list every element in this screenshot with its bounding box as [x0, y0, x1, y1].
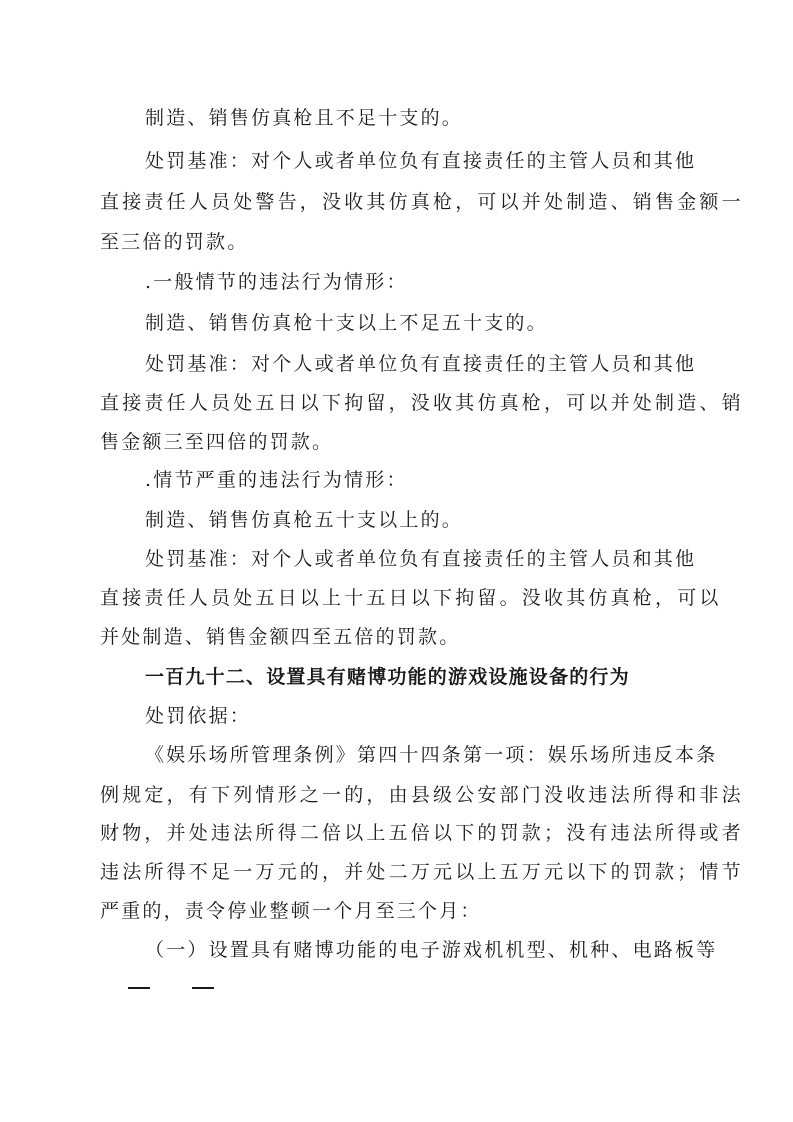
text-line: 并处制造、销售金额四至五倍的罚款。 [100, 626, 461, 648]
text-line: 制造、销售仿真枪且不足十支的。 [145, 107, 464, 129]
text-line: 财物，并处违法所得二倍以上五倍以下的罚款；没有违法所得或者 [100, 822, 744, 844]
text-line: 处罚依据： [145, 705, 252, 727]
text-line: 至三倍的罚款。 [100, 231, 249, 253]
text-line: 直接责任人员处五日以下拘留，没收其仿真枪，可以并处制造、销 [100, 392, 744, 414]
text-line: 处罚基准：对个人或者单位负有直接责任的主管人员和其他 [145, 548, 697, 570]
page-number-dash-right [192, 987, 214, 989]
text-line: 制造、销售仿真枪五十支以上的。 [145, 509, 464, 531]
text-line: 严重的，责令停业整顿一个月至三个月： [100, 900, 482, 922]
text-line: 《娱乐场所管理条例》第四十四条第一项：娱乐场所违反本条 [145, 744, 718, 766]
text-line: 直接责任人员处警告，没收其仿真枪，可以并处制造、销售金额一 [100, 191, 744, 213]
text-line: 处罚基准：对个人或者单位负有直接责任的主管人员和其他 [145, 150, 697, 172]
text-line: 直接责任人员处五日以上十五日以下拘留。没收其仿真枪，可以 [100, 587, 722, 609]
page-number-dash-left [128, 987, 150, 989]
text-line: 制造、销售仿真枪十支以上不足五十支的。 [145, 312, 548, 334]
article-heading: 一百九十二、设置具有赌博功能的游戏设施设备的行为 [145, 666, 630, 688]
text-line: 处罚基准：对个人或者单位负有直接责任的主管人员和其他 [145, 353, 697, 375]
section-label: .情节严重的违法行为情形： [145, 469, 408, 491]
text-line: 例规定，有下列情形之一的，由县级公安部门没收违法所得和非法 [100, 784, 744, 806]
text-line: （一）设置具有赌博功能的电子游戏机机型、机种、电路板等 [145, 939, 718, 961]
text-line: 售金额三至四倍的罚款。 [100, 431, 334, 453]
section-label: .一般情节的违法行为情形： [145, 271, 408, 293]
text-line: 违法所得不足一万元的，并处二万元以上五万元以下的罚款；情节 [100, 861, 744, 883]
